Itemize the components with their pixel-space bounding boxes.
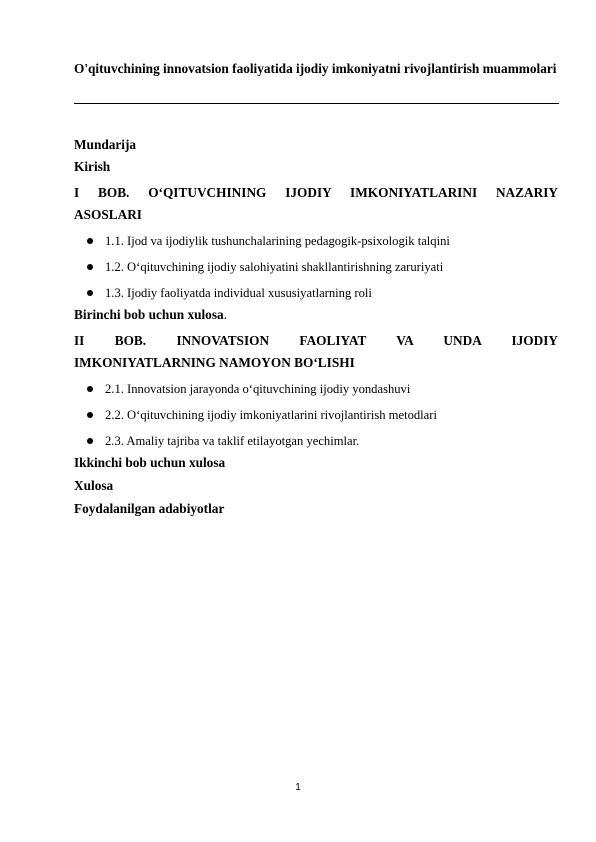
chapter2-item (87, 404, 557, 426)
bullet-icon (87, 438, 93, 444)
chapter1-heading: I BOB. O‘QITUVCHINING IJODIY IMKONIYATLARINI NAZARIY (74, 185, 558, 200)
document-title: O'qituvchining innovatsion faoliyatida ijodiy imkoniyatni rivojlantirish muammolari (74, 61, 557, 76)
chapter2-item (87, 378, 557, 400)
chapter2-item-text: 2.2. O‘qituvchining ijodiy imkoniyatlarini rivojlantirish metodlari (105, 408, 437, 422)
toc-references: Foydalanilgan adabiyotlar (74, 501, 225, 516)
bullet-icon (87, 238, 93, 244)
chapter1-item-text: 1.1. Ijod va ijodiylik tushunchalarining pedagogik-psixologik talqini (105, 234, 450, 248)
chapter1-heading-cont: ASOSLARI (74, 207, 142, 222)
bullet-icon (87, 264, 93, 270)
chapter1-item-text: 1.3. Ijodiy faoliyatda individual xususiyatlarning roli (105, 286, 372, 300)
bullet-icon (87, 412, 93, 418)
chapter1-item-text: 1.2. O‘qituvchining ijodiy salohiyatini shakllantirishning zaruriyati (105, 260, 444, 274)
page-number: 1 (295, 782, 301, 793)
chapter2-heading: II BOB. INNOVATSION FAOLIYAT VA UNDA IJODIY (74, 333, 558, 348)
chapter1-item (87, 256, 557, 278)
chapter2-item-text: 2.1. Innovatsion jarayonda o‘qituvchining ijodiy yondashuvi (105, 382, 411, 396)
chapter1-item (87, 282, 557, 304)
title-underline (74, 103, 559, 104)
bullet-icon (87, 290, 93, 296)
chapter2-heading-cont: IMKONIYATLARNING NAMOYON BO‘LISHI (74, 355, 355, 370)
toc-heading: Mundarija (74, 137, 137, 152)
toc-conclusion: Xulosa (74, 478, 114, 493)
chapter2-item-text: 2.3. Amaliy tajriba va taklif etilayotgan yechimlar. (105, 434, 360, 448)
chapter1-item (87, 230, 557, 252)
toc-intro: Kirish (74, 159, 111, 174)
chapter2-item (87, 430, 557, 452)
chapter2-summary: Ikkinchi bob uchun xulosa (74, 455, 226, 470)
chapter1-summary-text: Birinchi bob uchun xulosa (74, 307, 224, 322)
chapter1-summary (74, 304, 558, 326)
bullet-icon (87, 386, 93, 392)
chapter1-summary-period: . (223, 307, 227, 322)
